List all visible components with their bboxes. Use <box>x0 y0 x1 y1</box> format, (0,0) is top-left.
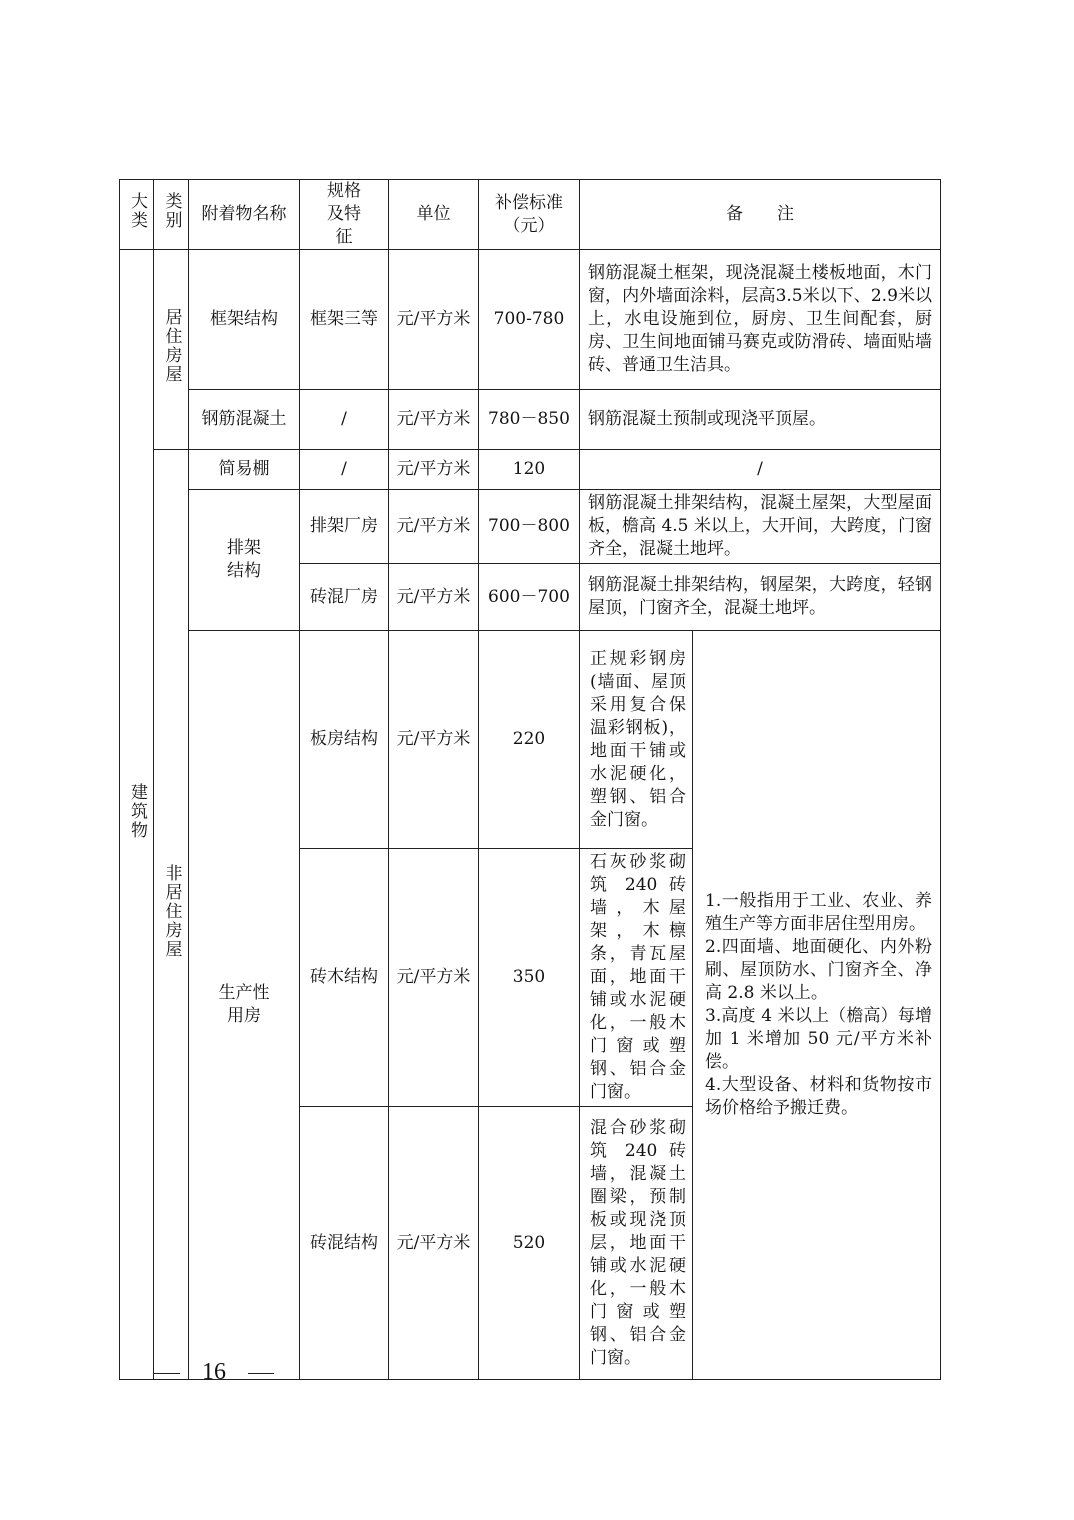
header-type: 类别 <box>154 180 189 250</box>
header-remarks: 备 注 <box>580 180 941 250</box>
item-standard: 700-780 <box>479 250 580 390</box>
table-row <box>120 390 941 450</box>
item-unit: 元/平方米 <box>389 490 479 564</box>
item-unit: 元/平方米 <box>389 390 479 450</box>
big-category-cell: 建筑物 <box>120 250 154 1380</box>
shared-note: 4.大型设备、材料和货物按市场价格给予搬迁费。 <box>705 1075 932 1118</box>
table-row <box>120 250 941 390</box>
item-name: 简易棚 <box>189 450 300 490</box>
item-spec: / <box>300 390 389 450</box>
item-name: 框架结构 <box>189 250 300 390</box>
item-spec: 砖混结构 <box>300 1107 389 1380</box>
frame-structure-name: 排架结构 <box>189 490 300 631</box>
item-unit: 元/平方米 <box>389 1107 479 1380</box>
table-row <box>120 450 941 490</box>
header-standard: 补偿标准 （元） <box>479 180 580 250</box>
item-remark: 石灰砂浆砌筑 240 砖墙，木屋架，木檩条，青瓦屋面，地面干铺或水泥硬化，一般木门窗或塑钢、铝合金门窗。 <box>580 849 693 1107</box>
item-remark: 钢筋混凝土框架，现浇混凝土楼板地面，木门窗，内外墙面涂料，层高3.5米以下、2.9米以上，水电设施到位，厨房、卫生间配套，厨房、卫生间地面铺马赛克或防滑砖、墙面贴墙砖、普通卫生洁具。 <box>580 250 941 390</box>
item-unit: 元/平方米 <box>389 849 479 1107</box>
header-unit: 单位 <box>389 180 479 250</box>
item-spec: 砖混厂房 <box>300 564 389 631</box>
nonresidential-type-cell: 非居住房屋 <box>154 450 189 1380</box>
page-number: 16 <box>154 1357 294 1387</box>
item-remark: 钢筋混凝土排架结构，混凝土屋架，大型屋面板，檐高 4.5 米以上，大开间，大跨度，门窗齐全，混凝土地坪。 <box>580 490 941 564</box>
table-row <box>120 490 941 564</box>
item-spec: 板房结构 <box>300 631 389 849</box>
item-remark: 钢筋混凝土预制或现浇平顶屋。 <box>580 390 941 450</box>
compensation-table <box>119 179 941 1380</box>
item-standard: 700－800 <box>479 490 580 564</box>
header-spec: 规格及特征 <box>300 180 389 250</box>
item-spec: 排架厂房 <box>300 490 389 564</box>
residential-type-cell: 居住房屋 <box>154 250 189 450</box>
shared-note: 1.一般指用于工业、农业、养殖生产等方面非居住型用房。 <box>705 891 932 934</box>
header-name: 附着物名称 <box>189 180 300 250</box>
item-unit: 元/平方米 <box>389 631 479 849</box>
item-unit: 元/平方米 <box>389 250 479 390</box>
item-remark: 混合砂浆砌筑 240 砖墙，混凝土圈梁，预制板或现浇顶层，地面干铺或水泥硬化，一般木门窗或塑钢、铝合金门窗。 <box>580 1107 693 1380</box>
page-dash-right <box>248 1373 274 1374</box>
table-row <box>120 631 941 849</box>
item-name: 钢筋混凝土 <box>189 390 300 450</box>
item-spec: 砖木结构 <box>300 849 389 1107</box>
item-standard: 520 <box>479 1107 580 1380</box>
item-standard: 600－700 <box>479 564 580 631</box>
production-name: 生产性用房 <box>189 631 300 1380</box>
item-unit: 元/平方米 <box>389 564 479 631</box>
page-dash-left <box>154 1373 180 1374</box>
item-remark: 正规彩钢房(墙面、屋顶采用复合保温彩钢板)，地面干铺或水泥硬化，塑钢、铝合金门窗。 <box>580 631 693 849</box>
shared-notes <box>693 631 941 1380</box>
item-remark: 钢筋混凝土排架结构，钢屋架，大跨度，轻钢屋顶，门窗齐全，混凝土地坪。 <box>580 564 941 631</box>
item-standard: 350 <box>479 849 580 1107</box>
item-spec: 框架三等 <box>300 250 389 390</box>
item-unit: 元/平方米 <box>389 450 479 490</box>
item-standard: 120 <box>479 450 580 490</box>
shared-note: 2.四面墙、地面硬化、内外粉刷、屋顶防水、门窗齐全、净高 2.8 米以上。 <box>705 937 932 1003</box>
item-standard: 220 <box>479 631 580 849</box>
item-remark: / <box>580 450 941 490</box>
header-row <box>120 180 941 250</box>
shared-note: 3.高度 4 米以上（檐高）每增加 1 米增加 50 元/平方米补偿。 <box>705 1006 932 1072</box>
header-category: 大类 <box>120 180 154 250</box>
item-standard: 780－850 <box>479 390 580 450</box>
item-spec: / <box>300 450 389 490</box>
